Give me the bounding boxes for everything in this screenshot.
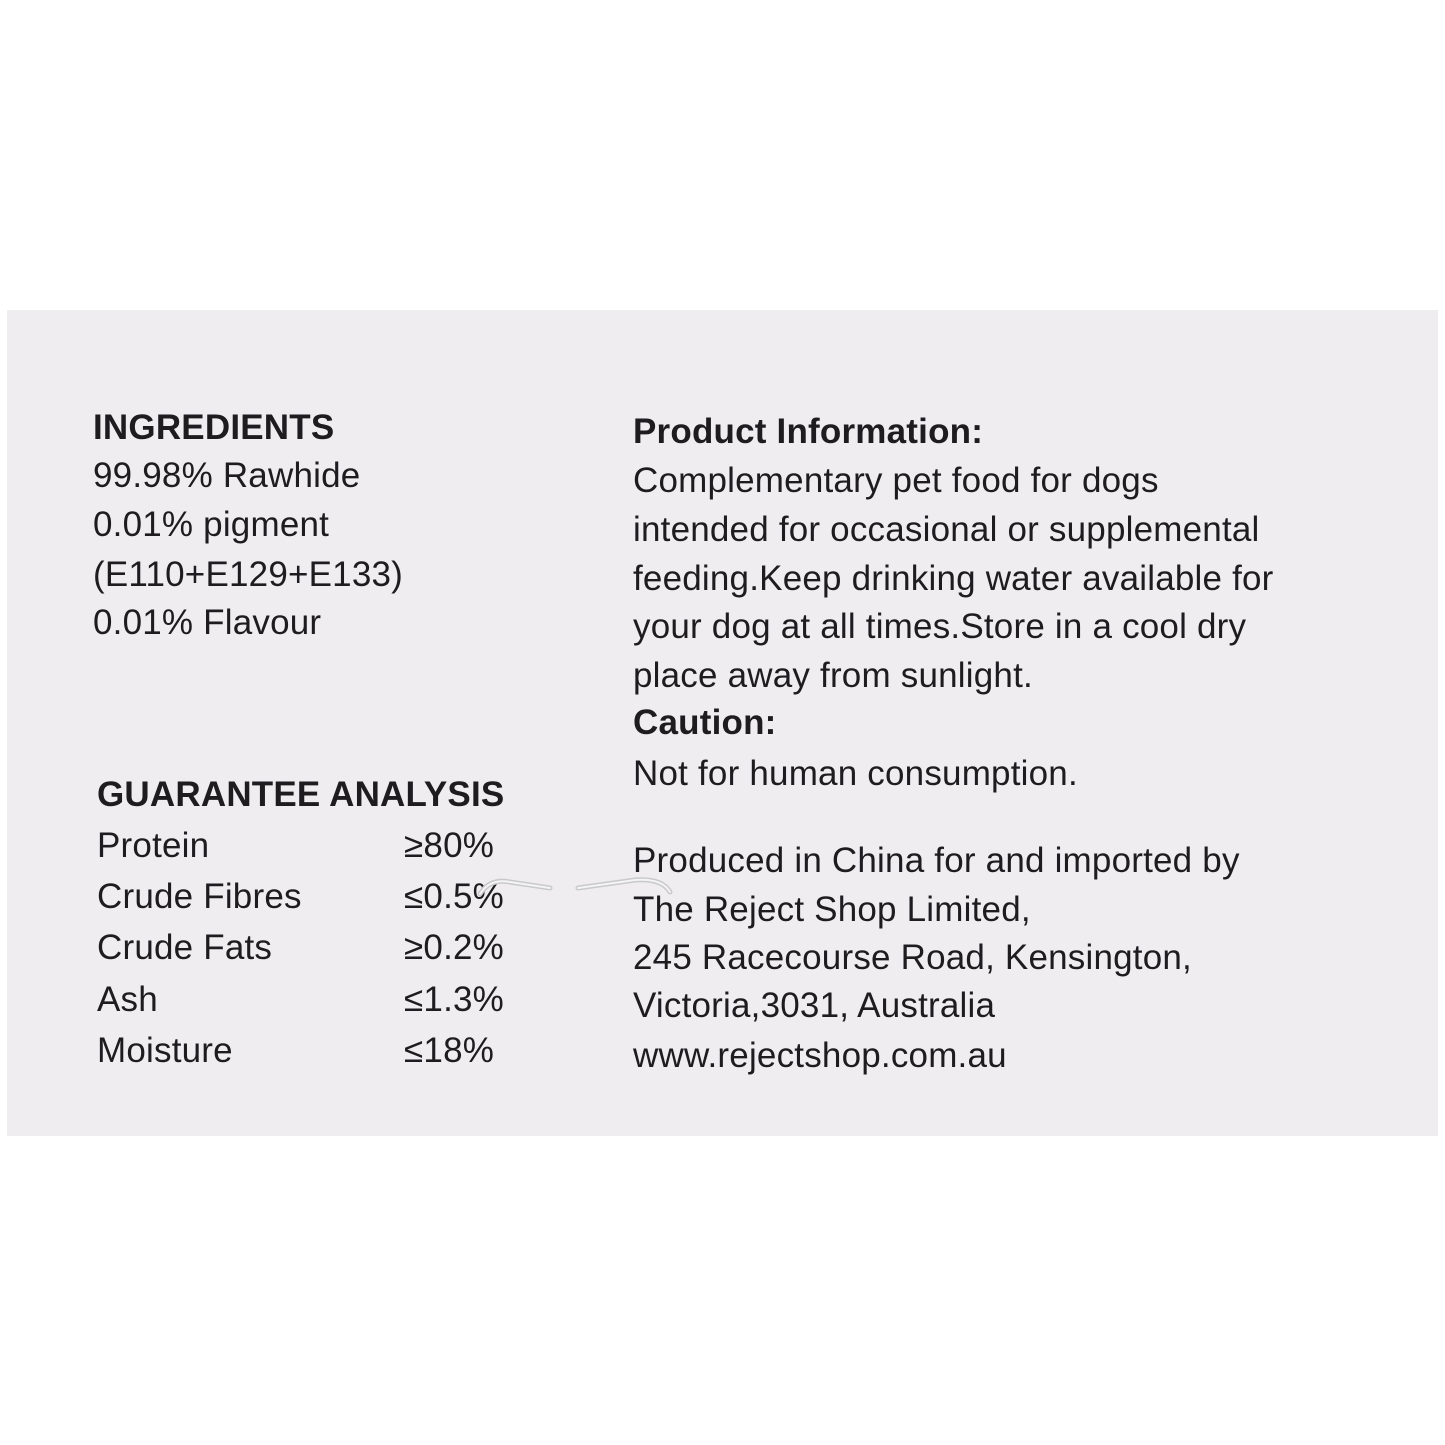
analysis-value: ≤0.5% — [404, 877, 504, 916]
ingredient-line: (E110+E129+E133) — [93, 555, 404, 594]
importer-line: The Reject Shop Limited, — [633, 890, 1031, 929]
analysis-row — [97, 1033, 537, 1073]
product-information-line: intended for occasional or supplemental — [633, 510, 1260, 549]
product-information-line: your dog at all times.Store in a cool dry — [633, 607, 1247, 646]
ingredient-line: 99.98% Rawhide — [93, 456, 361, 495]
analysis-nutrient: Protein — [97, 826, 210, 865]
analysis-value: ≥0.2% — [404, 928, 504, 967]
importer-line: Produced in China for and imported by — [633, 841, 1240, 880]
importer-line: 245 Racecourse Road, Kensington, — [633, 938, 1192, 977]
analysis-nutrient: Ash — [97, 980, 158, 1019]
product-information-line: Complementary pet food for dogs — [633, 461, 1159, 500]
importer-line: www.rejectshop.com.au — [633, 1036, 1007, 1075]
caution-text: Not for human consumption. — [633, 754, 1078, 793]
analysis-nutrient: Crude Fats — [97, 928, 273, 967]
analysis-nutrient: Crude Fibres — [97, 877, 302, 916]
analysis-value: ≤1.3% — [404, 980, 504, 1019]
ingredient-line: 0.01% Flavour — [93, 603, 322, 642]
analysis-nutrient: Moisture — [97, 1031, 233, 1070]
caution-heading: Caution: — [633, 703, 777, 742]
analysis-row — [97, 828, 537, 868]
analysis-value: ≤18% — [404, 1031, 495, 1070]
staple — [470, 868, 680, 908]
product-information-heading: Product Information: — [633, 412, 984, 451]
product-information-line: feeding.Keep drinking water available for — [633, 559, 1274, 598]
staple-right-highlight — [578, 880, 670, 892]
guarantee-analysis-heading: GUARANTEE ANALYSIS — [97, 775, 505, 814]
importer-line: Victoria,3031, Australia — [633, 986, 996, 1025]
analysis-value: ≥80% — [404, 826, 495, 865]
ingredients-heading: INGREDIENTS — [93, 408, 335, 447]
ingredient-line: 0.01% pigment — [93, 505, 330, 544]
product-information-line: place away from sunlight. — [633, 656, 1033, 695]
analysis-row — [97, 930, 537, 970]
analysis-row — [97, 982, 537, 1022]
